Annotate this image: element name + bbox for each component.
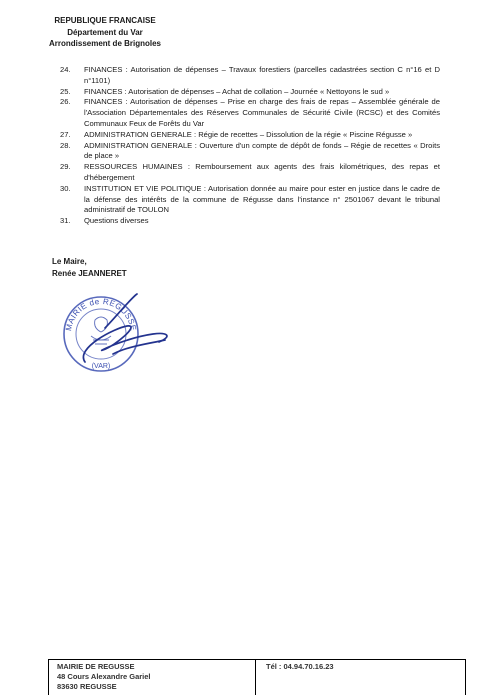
item-text: FINANCES : Autorisation de dépenses – Achat de collation – Journée « Nettoyons le sud » xyxy=(84,86,390,96)
item-text: RESSOURCES HUMAINES : Remboursement aux agents des frais kilométriques, des repas et d'hébergement xyxy=(84,162,440,182)
page-footer xyxy=(48,659,466,695)
item-text: Questions diverses xyxy=(84,216,149,226)
item-number: 28. xyxy=(60,140,71,150)
header-arrondissement: Arrondissement de Brignoles xyxy=(48,39,162,48)
footer-address xyxy=(49,660,256,695)
agenda-item xyxy=(60,162,440,184)
footer-phone: Tél : 04.94.70.16.23 xyxy=(266,662,334,671)
item-number: 26. xyxy=(60,97,71,107)
item-number: 25. xyxy=(60,86,71,96)
signatory-name: Renée JEANNERET xyxy=(52,268,127,278)
agenda-item xyxy=(60,184,440,216)
stamp-and-signature xyxy=(55,288,185,378)
agenda-item xyxy=(60,141,440,163)
agenda-item xyxy=(60,97,440,129)
item-text: FINANCES : Autorisation de dépenses – Prise en charge des frais de repas – Assemblée générale de l'Association Départementales des Réserves Communales de Sécurité Civile (RCSC) et des Comités Communaux Feux de Forêts du Var xyxy=(84,97,440,128)
item-number: 29. xyxy=(60,162,71,172)
header-department: Département du Var xyxy=(67,27,143,37)
item-text: INSTITUTION ET VIE POLITIQUE : Autorisation donnée au maire pour ester en justice dans le cadre de la défense des intérêts de la commune de Régusse dans l'instance n° 2501067 devant le tribunal administratif de TOULON xyxy=(84,183,440,215)
stamp-text: MAIRIE de REGUSSE xyxy=(64,296,138,332)
item-number: 27. xyxy=(60,129,71,139)
document-header xyxy=(30,15,180,50)
item-number: 30. xyxy=(60,183,71,193)
signatory-title: Le Maire, xyxy=(52,257,87,266)
header-republic: REPUBLIQUE FRANCAISE xyxy=(54,16,156,25)
footer-city: 83630 REGUSSE xyxy=(57,682,117,691)
footer-street: 48 Cours Alexandre Gariel xyxy=(57,672,151,681)
agenda-item xyxy=(60,87,440,98)
agenda-list xyxy=(60,65,440,227)
item-text: FINANCES : Autorisation de dépenses – Travaux forestiers (parcelles cadastrées section C n°16 et D n°1101) xyxy=(84,65,440,85)
item-number: 31. xyxy=(60,216,71,226)
signature-block xyxy=(52,256,127,279)
agenda-item xyxy=(60,65,440,87)
official-stamp-icon xyxy=(55,288,185,378)
agenda-item xyxy=(60,216,440,227)
item-number: 24. xyxy=(60,65,71,74)
footer-org: MAIRIE DE REGUSSE xyxy=(57,662,135,671)
stamp-sub: (VAR) xyxy=(91,363,111,370)
item-text: ADMINISTRATION GENERALE : Régie de recettes – Dissolution de la régie « Piscine Régusse » xyxy=(84,129,413,139)
footer-contact xyxy=(256,660,465,695)
item-text: ADMINISTRATION GENERALE : Ouverture d'un compte de dépôt de fonds – Régie de recettes « Droits de place » xyxy=(84,140,440,161)
agenda-item xyxy=(60,130,440,141)
